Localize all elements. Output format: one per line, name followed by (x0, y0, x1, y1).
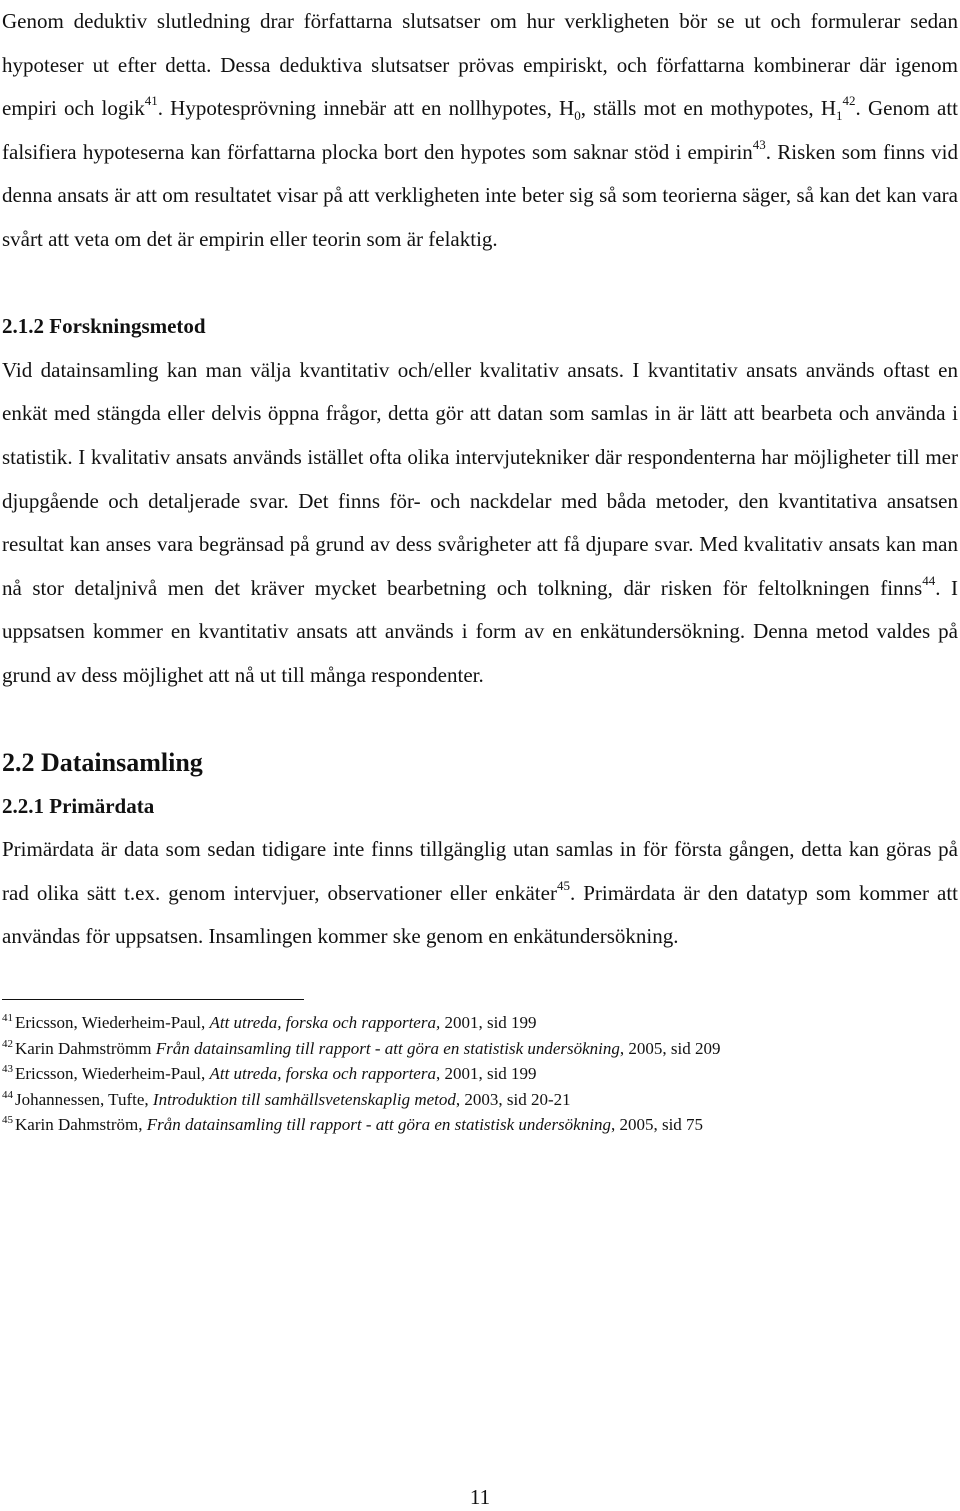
subscript-1: 1 (836, 108, 843, 124)
footnote-details: , 2001, sid 199 (435, 1064, 537, 1084)
heading-primardata: 2.2.1 Primärdata (2, 793, 155, 818)
footnote-45 (2, 1112, 958, 1138)
footnote-title: Introduktion till samhällsvetenskaplig metod (152, 1089, 456, 1109)
document-page (2, 0, 958, 1138)
spacer (2, 698, 958, 742)
footnote-title: Att utreda, forska och rapportera, (209, 1013, 441, 1033)
heading-forskningsmetod: 2.1.2 Forskningsmetod (2, 314, 206, 339)
para1-text-1: Genom deduktiv slutledning drar författarna slutsatser om hur verkligheten bör se ut och formulerar sedan hypoteser ut efter detta. Dessa deduktiva slutsatser prövas empiriskt, och författarna kombinerar där igenom empiri och logik (2, 9, 958, 121)
paragraph-deductive (2, 0, 958, 262)
footnote-separator (2, 999, 304, 1000)
footnote-number: 45 (2, 1114, 13, 1127)
footnote-41 (2, 1010, 958, 1036)
para1-text-3: , ställs mot en mothypotes, H (580, 96, 837, 121)
footnote-number: 43 (2, 1063, 13, 1076)
footnote-details: , 2005, sid 75 (610, 1115, 704, 1135)
footnote-title: Från datainsamling till rapport - att göra en statistisk undersökning (146, 1115, 611, 1135)
footnote-ref-41[interactable]: 41 (144, 93, 158, 109)
footnote-number: 41 (2, 1012, 13, 1025)
footnote-43 (2, 1061, 958, 1087)
footnote-author: Karin Dahmströmm (15, 1038, 156, 1058)
footnote-details: , 2003, sid 20-21 (455, 1089, 571, 1109)
para2-text-1: Vid datainsamling kan man välja kvantitativ och/eller kvalitativ ansats. I kvantitativ ansats används oftast en enkät med stängda eller delvis öppna frågor, detta gör att datan som samlas in är lätt att bearbeta och använda i statistik. I kvalitativ ansats används istället ofta olika intervjutekniker där respondenterna har möjligheter till mer djupgående och detaljerade svar. Det finns för- och nackdelar med båda metoder, den kvantitativa ansatsen resultat kan anses vara begränsad på grund av dess svårigheter att få djupare svar. Med kvalitativ ansats kan man nå stor detaljnivå men det kräver mycket bearbetning och tolkning, där risken för feltolkningen finns (2, 357, 958, 600)
footnote-44 (2, 1087, 958, 1113)
footnote-number: 42 (2, 1037, 13, 1050)
paragraph-forskningsmetod (2, 349, 958, 698)
page-number: 11 (469, 1485, 491, 1509)
para3-text-1: Primärdata är data som sedan tidigare inte finns tillgänglig utan samlas in för första gången, detta kan göras på rad olika sätt t.ex. genom intervjuer, observationer eller enkäter (2, 837, 958, 905)
para1-text-5: . Risken som finns vid denna ansats är att om resultatet visar på att verkligheten inte beter sig så som teorierna säger, så kan det kan vara svårt att veta om det är empirin eller teorin som är felaktig. (2, 139, 958, 251)
footnote-ref-43[interactable]: 43 (752, 136, 766, 152)
para3-text-2: . Primärdata är den datatyp som kommer att användas för uppsatsen. Insamlingen kommer ske genom en enkätundersökning. (2, 880, 959, 949)
heading-datainsamling: 2.2 Datainsamling (2, 748, 203, 778)
paragraph-primardata (2, 828, 958, 959)
footnote-title: Från datainsamling till rapport - att göra en statistisk undersökning (155, 1038, 620, 1058)
footnote-ref-42[interactable]: 42 (842, 93, 856, 109)
footnote-list (2, 1010, 958, 1138)
subscript-0: 0 (574, 108, 581, 124)
para1-text-2: . Hypotesprövning innebär att en nollhypotes, H (157, 96, 575, 121)
footnote-42 (2, 1036, 958, 1062)
footnote-title: Att utreda, forska och rapportera (209, 1064, 436, 1084)
footnote-author: Johannessen, Tufte, (15, 1089, 153, 1109)
footnote-details: 2001, sid 199 (440, 1013, 537, 1033)
footnote-details: , 2005, sid 209 (619, 1038, 721, 1058)
para1-text-4: . Genom att falsifiera hypoteserna kan författarna plocka bort den hypotes som saknar stöd i empirin (2, 96, 959, 164)
footnote-author: Ericsson, Wiederheim-Paul, (15, 1064, 210, 1084)
footnote-ref-45[interactable]: 45 (556, 877, 570, 893)
footnote-author: Ericsson, Wiederheim-Paul, (15, 1013, 210, 1033)
para2-text-2: . I uppsatsen kommer en kvantitativ ansats att används i form av en enkätundersökning. Denna metod valdes på grund av dess möjlighet att nå ut till många respondenter. (2, 575, 958, 687)
footnote-ref-44[interactable]: 44 (922, 572, 936, 588)
spacer (2, 262, 958, 306)
footnote-author: Karin Dahmström, (15, 1115, 147, 1135)
footnote-number: 44 (2, 1088, 13, 1101)
